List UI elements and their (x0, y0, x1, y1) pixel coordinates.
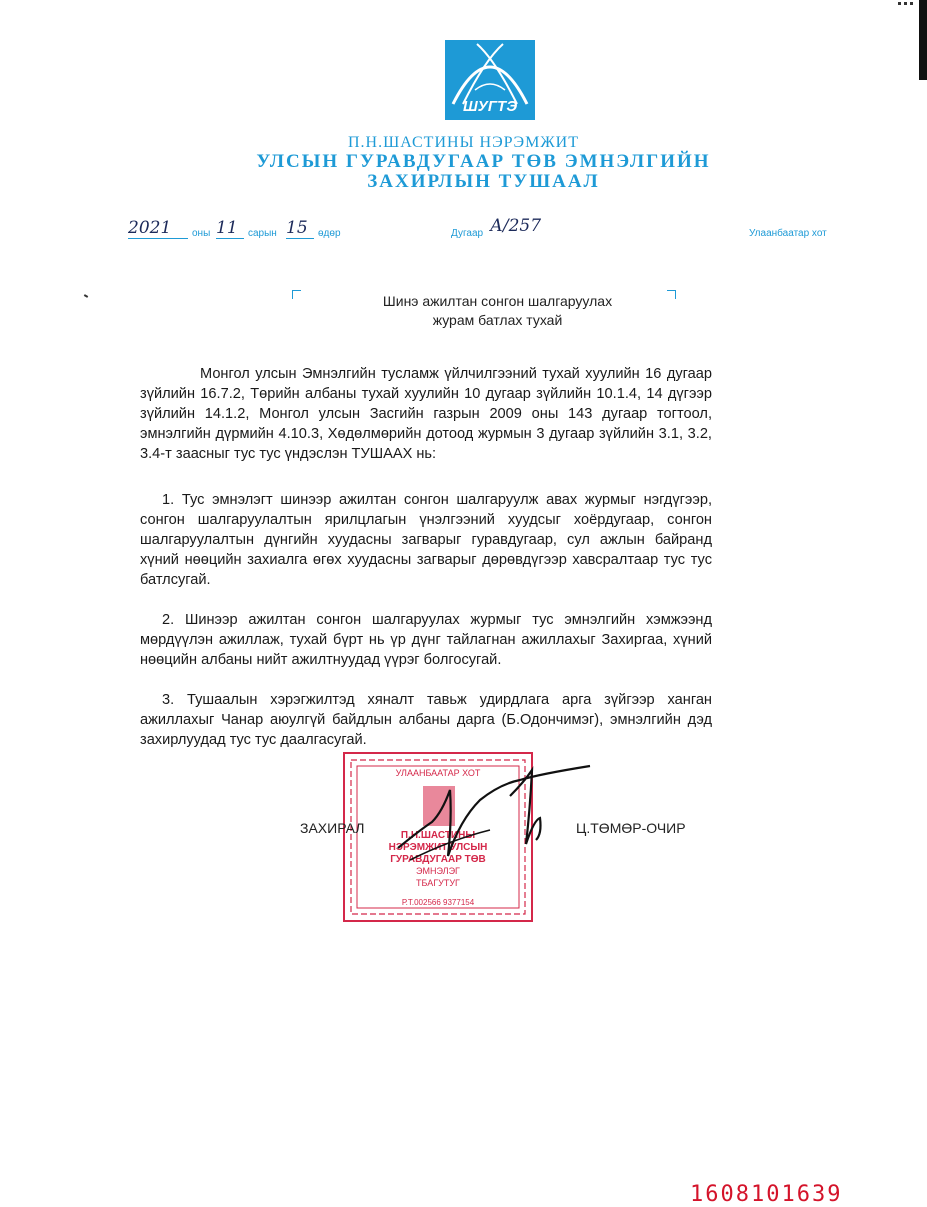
header-line-2: УЛСЫН ГУРАВДУГААР ТӨВ ЭМНЭЛГИЙН (256, 151, 711, 172)
stamp-text-top: УЛААНБААТАР ХОТ (395, 768, 481, 778)
stamp-text-2: НЭРЭМЖИТ УЛСЫН (388, 842, 488, 853)
order-item-3 (140, 690, 712, 750)
order-item-1 (140, 490, 712, 590)
preamble (140, 364, 712, 464)
handwritten-signature (390, 760, 620, 870)
year-label: оны (192, 228, 211, 239)
order-item-2 (140, 610, 712, 670)
document-serial: 1608101639 (690, 1182, 843, 1207)
stamp-text-4: ЭМНЭЛЭГ (416, 866, 460, 876)
day-label: өдөр (318, 228, 341, 239)
number-value: А/257 (490, 216, 542, 236)
scan-edge (919, 0, 927, 80)
signer-role: ЗАХИРАЛ (300, 820, 365, 836)
order-item-2-text: 2. Шинээр ажилтан сонгон шалгаруулах журмыг тус эмнэлгийн хэмжээнд мөрдүүлэн ажиллаж, тухай бүрт нь үр дүнг тайлагнан ажиллахыг Захиргаа, хүний нөөцийн албаны нийт ажилтнуудад үүрэг болгосугай. (140, 612, 712, 668)
document-title (0, 292, 927, 330)
header-line-3: ЗАХИРЛЫН ТУШААЛ (367, 171, 600, 192)
scan-dots (898, 0, 916, 10)
stamp-text-1: П.Н.ШАСТИНЫ (400, 830, 476, 841)
city-label: Улаанбаатар хот (749, 228, 827, 239)
order-item-3-text: 3. Тушаалын хэрэгжилтэд хяналт тавьж удирдлага арга зүйгээр ханган ажиллахыг Чанар аюулгүй байдлын албаны дарга (Б.Одончимэг), эмнэлгийн дэд захирлуудад тус тус даалгасугай. (140, 692, 712, 748)
order-item-1-text: 1. Тус эмнэлэгт шинээр ажилтан сонгон шалгаруулж авах журмыг нэгдүгээр, сонгон шалгаруулалтын ярилцлагын үнэлгээний хуудсыг хоёрдугаар, сонгон шалгаруулалтын дүнгийн хуудасны загварыг гуравдугаар, сул ажлын байранд хүний нөөцийн захиалга өгөх хуудасны загварыг дөрөвдүгээр хавсралтаар тус тус батлсугай. (140, 492, 712, 588)
month-value: 11 (216, 218, 244, 239)
logo-text: ШУГТЭ (463, 98, 518, 115)
title-line-1: Шинэ ажилтан сонгон шалгаруулах (382, 293, 613, 309)
day-value: 15 (286, 218, 314, 239)
stamp-text-6: Р.Т.002566 9377154 (401, 898, 475, 907)
signer-name: Ц.ТӨМӨР-ОЧИР (576, 820, 686, 836)
stamp-text-5: ТБАГУТУГ (416, 878, 460, 888)
header-line-1: П.Н.ШАСТИНЫ НЭРЭМЖИТ (348, 134, 579, 151)
date-line (120, 216, 850, 246)
preamble-text: Монгол улсын Эмнэлгийн тусламж үйлчилгээний тухай хуулийн 16 дугаар зүйлийн 16.7.2, Төрийн албаны тухай хуулийн 10 дугаар зүйлийн 10.1.4, 14 дүгээр зүйлийн 14.1.2, Монгол улсын Засгийн газрын 2009 оны 143 дугаар тогтоол, эмнэлгийн дүрмийн 4.10.3, Хөдөлмөрийн дотоод журмын 3 дугаар зүйлийн 3.1, 3.2, 3.4-т заасныг тус тус үндэслэн ТУШААХ нь: (140, 366, 712, 462)
hospital-logo (445, 40, 535, 120)
title-line-2: журам батлах тухай (432, 312, 563, 328)
stamp-text-3: ГУРАВДУГААР ТӨВ (390, 854, 486, 865)
year-value: 2021 (128, 218, 188, 239)
number-label: Дугаар (451, 228, 484, 239)
month-label: сарын (248, 228, 277, 239)
